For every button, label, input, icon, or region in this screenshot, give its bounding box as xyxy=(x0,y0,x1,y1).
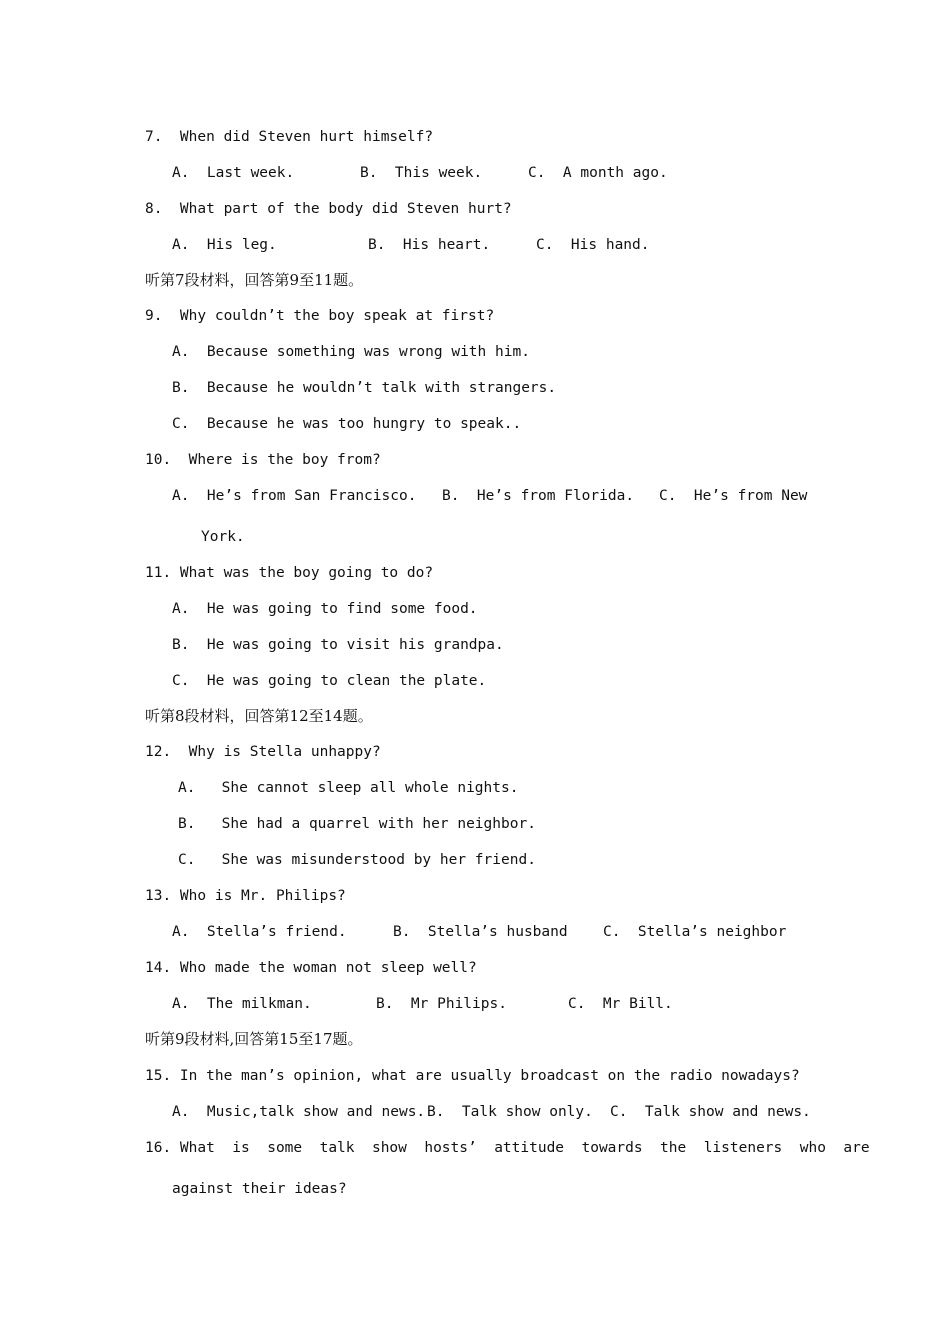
question-11-stem: 11. What was the boy going to do? xyxy=(145,565,434,581)
question-9-option-b: B. Because he wouldn’t talk with strangers. xyxy=(172,380,557,396)
question-9-stem: 9. Why couldn’t the boy speak at first? xyxy=(145,308,495,324)
question-15-stem: 15. In the man’s opinion, what are usually broadcast on the radio nowadays? xyxy=(145,1068,800,1084)
question-13-option-b: B. Stella’s husband xyxy=(393,924,568,940)
section-8-heading: 听第8段材料，回答第12至14题。 xyxy=(145,707,373,725)
question-9-option-c: C. Because he was too hungry to speak.. xyxy=(172,416,522,432)
question-14-stem: 14. Who made the woman not sleep well? xyxy=(145,960,477,976)
question-13-option-c: C. Stella’s neighbor xyxy=(603,924,787,940)
section-7-heading: 听第7段材料，回答第9至11题。 xyxy=(145,271,364,289)
question-7-stem: 7. When did Steven hurt himself? xyxy=(145,129,434,145)
question-12-option-c: C. She was misunderstood by her friend. xyxy=(178,852,536,868)
question-7-option-c: C. A month ago. xyxy=(528,165,668,181)
question-8-option-b: B. His heart. xyxy=(368,237,491,253)
question-11-option-c: C. He was going to clean the plate. xyxy=(172,673,487,689)
question-7-option-b: B. This week. xyxy=(360,165,483,181)
question-16-stem-continued: against their ideas? xyxy=(172,1181,347,1197)
question-15-option-b: B. Talk show only. xyxy=(427,1104,593,1120)
question-14-option-a: A. The milkman. xyxy=(172,996,312,1012)
question-16-stem: 16. What is some talk show hosts’ attitude towards the listeners who are xyxy=(145,1140,870,1156)
question-10-option-b: B. He’s from Florida. xyxy=(442,488,635,504)
question-15-option-a: A. Music,talk show and news. xyxy=(172,1104,426,1120)
question-8-stem: 8. What part of the body did Steven hurt? xyxy=(145,201,512,217)
question-11-option-b: B. He was going to visit his grandpa. xyxy=(172,637,504,653)
question-13-option-a: A. Stella’s friend. xyxy=(172,924,347,940)
question-14-option-c: C. Mr Bill. xyxy=(568,996,673,1012)
question-10-option-c-continued: York. xyxy=(201,529,245,545)
question-8-option-c: C. His hand. xyxy=(536,237,650,253)
question-13-stem: 13. Who is Mr. Philips? xyxy=(145,888,346,904)
question-12-option-b: B. She had a quarrel with her neighbor. xyxy=(178,816,536,832)
question-15-option-c: C. Talk show and news. xyxy=(610,1104,811,1120)
question-10-option-c: C. He’s from New xyxy=(659,488,808,504)
question-10-stem: 10. Where is the boy from? xyxy=(145,452,381,468)
question-7-option-a: A. Last week. xyxy=(172,165,295,181)
question-11-option-a: A. He was going to find some food. xyxy=(172,601,478,617)
question-12-stem: 12. Why is Stella unhappy? xyxy=(145,744,381,760)
question-10-option-a: A. He’s from San Francisco. xyxy=(172,488,417,504)
question-12-option-a: A. She cannot sleep all whole nights. xyxy=(178,780,519,796)
section-9-heading: 听第9段材料,回答第15至17题。 xyxy=(145,1030,363,1048)
question-8-option-a: A. His leg. xyxy=(172,237,277,253)
question-14-option-b: B. Mr Philips. xyxy=(376,996,507,1012)
question-9-option-a: A. Because something was wrong with him. xyxy=(172,344,530,360)
